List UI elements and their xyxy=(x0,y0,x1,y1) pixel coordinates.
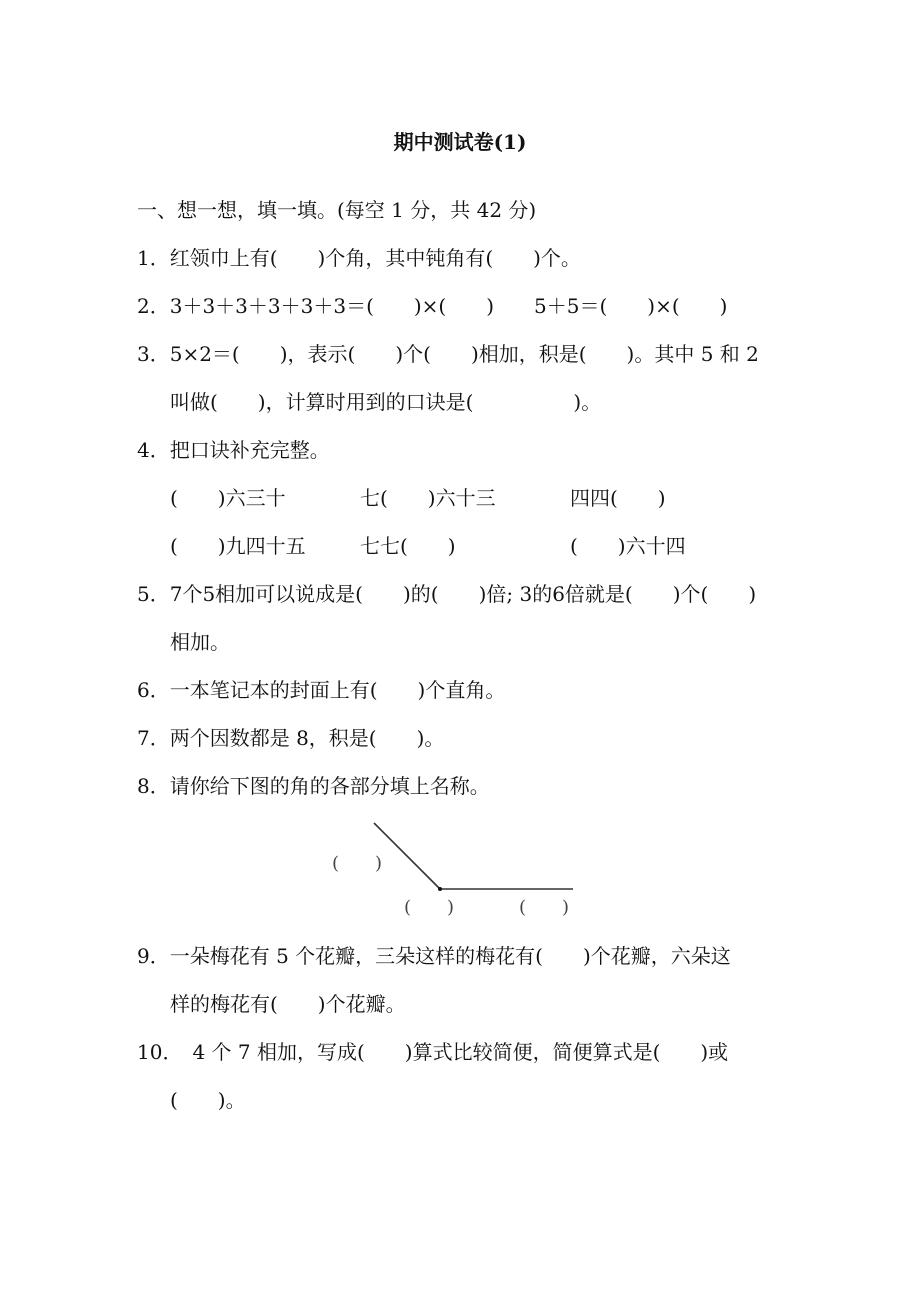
q4-item: ( )六十四 xyxy=(570,534,686,558)
angle-label-side: ( ) xyxy=(519,897,570,918)
q4-item: ( )六三十 xyxy=(170,486,286,510)
question-3-line-1: 3．5×2＝( )，表示( )个( )相加，积是( )。其中 5 和 2 xyxy=(137,342,759,366)
q4-item: ( )九四十五 xyxy=(170,534,306,558)
question-10-line-2: ( )。 xyxy=(170,1088,246,1112)
question-8: 8．请你给下图的角的各部分填上名称。 xyxy=(137,774,490,798)
page-title: 期中测试卷(1) xyxy=(393,130,527,154)
angle-label-vertex: ( ) xyxy=(332,853,383,874)
question-10-line-1: 10． 4 个 7 相加，写成( )算式比较简便，简便算式是( )或 xyxy=(137,1040,729,1064)
angle-label-side: ( ) xyxy=(404,897,455,918)
question-5-line-1: 5．7个5相加可以说成是( )的( )倍; 3的6倍就是( )个( ) xyxy=(137,582,757,606)
angle-vertex xyxy=(438,887,442,891)
question-1: 1．红领巾上有( )个角，其中钝角有( )个。 xyxy=(137,246,581,270)
question-6: 6．一本笔记本的封面上有( )个直角。 xyxy=(137,678,506,702)
question-5-line-2: 相加。 xyxy=(170,630,230,654)
section-heading: 一、想一想，填一填。(每空 1 分，共 42 分) xyxy=(137,198,537,222)
question-3-line-2: 叫做( )，计算时用到的口诀是( )。 xyxy=(170,390,602,414)
question-2: 2．3＋3＋3＋3＋3＋3＝( )×( ) 5＋5＝( )×( ) xyxy=(137,294,728,318)
q4-item: 七( )六十三 xyxy=(360,486,496,510)
question-7: 7．两个因数都是 8，积是( )。 xyxy=(137,726,445,750)
question-4: 4．把口诀补充完整。 xyxy=(137,438,330,462)
angle-ray-upper xyxy=(374,823,440,889)
q4-item: 四四( ) xyxy=(570,486,666,510)
q4-item: 七七( ) xyxy=(360,534,456,558)
question-9-line-2: 样的梅花有( )个花瓣。 xyxy=(170,992,406,1016)
question-9-line-1: 9．一朵梅花有 5 个花瓣，三朵这样的梅花有( )个花瓣，六朵这 xyxy=(137,944,731,968)
